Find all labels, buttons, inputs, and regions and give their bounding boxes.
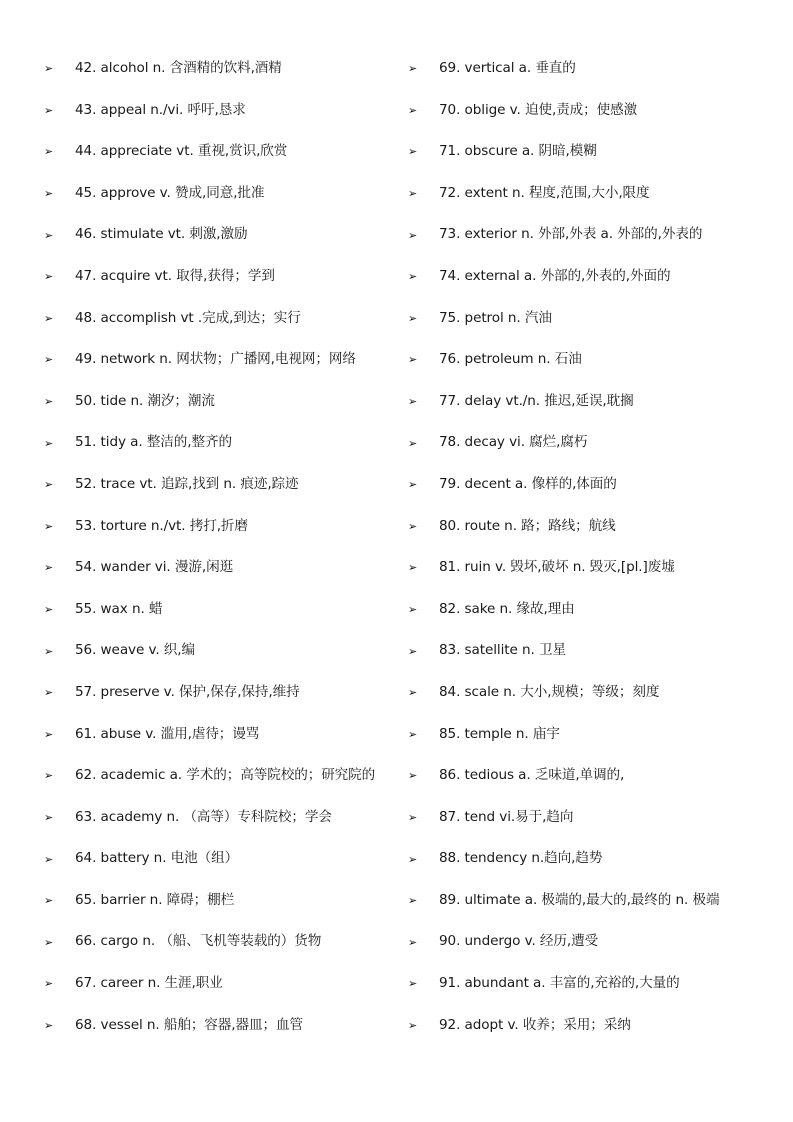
vocabulary-entry (44, 1005, 404, 1047)
vocabulary-entry (44, 630, 404, 672)
arrow-bullet-icon: ➢ (408, 727, 418, 741)
vocabulary-entry-text: 87. tend vi.易于,趋向 (439, 808, 574, 825)
vocabulary-entry-text: 74. external a. 外部的,外表的,外面的 (439, 267, 671, 284)
vocabulary-entry-text: 42. alcohol n. 含酒精的饮料,酒精 (75, 60, 282, 76)
arrow-bullet-icon: ➢ (44, 311, 54, 325)
arrow-bullet-icon: ➢ (44, 353, 54, 367)
vocabulary-entry-text: 86. tedious a. 乏味道,单调的, (439, 767, 625, 784)
vocabulary-entry-text: 43. appeal n./vi. 呼吁,恳求 (75, 101, 246, 118)
arrow-bullet-icon: ➢ (408, 228, 418, 242)
vocabulary-entry-text: 75. petrol n. 汽油 (439, 309, 552, 326)
arrow-bullet-icon: ➢ (408, 187, 418, 201)
arrow-bullet-icon: ➢ (44, 228, 54, 242)
vocabulary-entry (408, 506, 778, 548)
vocabulary-entry-text: 47. acquire vt. 取得,获得；学到 (75, 267, 275, 284)
vocabulary-entry (44, 90, 404, 132)
arrow-bullet-icon: ➢ (44, 852, 54, 866)
arrow-bullet-icon: ➢ (44, 436, 54, 450)
arrow-bullet-icon: ➢ (44, 478, 54, 492)
vocabulary-entry-text: 65. barrier n. 障碍；棚栏 (75, 891, 235, 908)
vocabulary-entry (408, 298, 778, 340)
vocabulary-entry (408, 214, 778, 256)
arrow-bullet-icon: ➢ (408, 686, 418, 700)
arrow-bullet-icon: ➢ (44, 103, 54, 117)
vocabulary-entry (408, 1005, 778, 1047)
arrow-bullet-icon: ➢ (44, 62, 54, 76)
vocabulary-entry-text: 82. sake n. 缘故,理由 (439, 600, 575, 617)
vocabulary-entry (44, 880, 404, 922)
arrow-bullet-icon: ➢ (44, 270, 54, 284)
arrow-bullet-icon: ➢ (44, 894, 54, 908)
vocabulary-entry-text: 72. extent n. 程度,范围,大小,限度 (439, 184, 650, 201)
arrow-bullet-icon: ➢ (44, 935, 54, 949)
vocabulary-entry-text: 52. trace vt. 追踪,找到 n. 痕迹,踪迹 (75, 475, 299, 492)
vocabulary-entry-text: 77. delay vt./n. 推迟,延误,耽搁 (439, 392, 634, 409)
vocabulary-entry-text: 53. torture n./vt. 拷打,折磨 (75, 517, 248, 534)
vocabulary-entry (408, 714, 778, 756)
arrow-bullet-icon: ➢ (44, 769, 54, 783)
arrow-bullet-icon: ➢ (408, 478, 418, 492)
arrow-bullet-icon: ➢ (408, 852, 418, 866)
arrow-bullet-icon: ➢ (408, 103, 418, 117)
vocabulary-entry (408, 672, 778, 714)
arrow-bullet-icon: ➢ (408, 1018, 418, 1032)
vocabulary-entry-text: 62. academic a. 学术的；高等院校的；研究院的 (75, 767, 376, 784)
arrow-bullet-icon: ➢ (408, 561, 418, 575)
vocabulary-entry-text: 48. accomplish vt .完成,到达；实行 (75, 309, 301, 326)
vocabulary-entry (408, 173, 778, 215)
vocabulary-entry (408, 131, 778, 173)
vocabulary-entry-text: 85. temple n. 庙宇 (439, 725, 560, 742)
vocabulary-entry-text: 57. preserve v. 保护,保存,保持,维持 (75, 683, 300, 700)
vocabulary-entry (44, 173, 404, 215)
arrow-bullet-icon: ➢ (408, 644, 418, 658)
vocabulary-entry (408, 630, 778, 672)
arrow-bullet-icon: ➢ (408, 270, 418, 284)
vocabulary-entry (408, 755, 778, 797)
vocabulary-entry (44, 506, 404, 548)
arrow-bullet-icon: ➢ (408, 436, 418, 450)
vocabulary-entry-text: 70. oblige v. 迫使,责成；使感激 (439, 101, 638, 118)
vocabulary-entry-text: 68. vessel n. 船舶；容器,器皿；血管 (75, 1016, 303, 1033)
vocabulary-entry-text: 90. undergo v. 经历,遭受 (439, 933, 599, 950)
vocabulary-entry (44, 547, 404, 589)
arrow-bullet-icon: ➢ (44, 603, 54, 617)
vocabulary-entry (408, 256, 778, 298)
vocabulary-entry (44, 214, 404, 256)
vocabulary-entry (408, 797, 778, 839)
vocabulary-entry (44, 755, 404, 797)
arrow-bullet-icon: ➢ (44, 810, 54, 824)
right-vocabulary-column (408, 48, 778, 1046)
vocabulary-entry-text: 51. tidy a. 整洁的,整齐的 (75, 434, 232, 451)
vocabulary-entry (408, 464, 778, 506)
vocabulary-entry (44, 589, 404, 631)
vocabulary-entry (44, 381, 404, 423)
vocabulary-entry (44, 339, 404, 381)
arrow-bullet-icon: ➢ (44, 686, 54, 700)
arrow-bullet-icon: ➢ (408, 603, 418, 617)
vocabulary-entry (408, 381, 778, 423)
vocabulary-entry (408, 90, 778, 132)
vocabulary-entry-text: 56. weave v. 织,编 (75, 642, 196, 659)
arrow-bullet-icon: ➢ (408, 894, 418, 908)
vocabulary-entry-text: 79. decent a. 像样的,体面的 (439, 475, 617, 492)
vocabulary-entry (408, 963, 778, 1005)
vocabulary-entry (44, 48, 404, 90)
arrow-bullet-icon: ➢ (44, 727, 54, 741)
arrow-bullet-icon: ➢ (44, 1018, 54, 1032)
vocabulary-entry (44, 714, 404, 756)
arrow-bullet-icon: ➢ (44, 644, 54, 658)
arrow-bullet-icon: ➢ (44, 145, 54, 159)
vocabulary-entry-text: 45. approve v. 赞成,同意,批准 (75, 184, 265, 201)
vocabulary-entry-text: 91. abundant a. 丰富的,充裕的,大量的 (439, 975, 680, 992)
left-vocabulary-column (44, 48, 404, 1046)
vocabulary-entry-text: 89. ultimate a. 极端的,最大的,最终的 n. 极端 (439, 891, 720, 908)
vocabulary-entry (408, 880, 778, 922)
arrow-bullet-icon: ➢ (408, 353, 418, 367)
arrow-bullet-icon: ➢ (408, 145, 418, 159)
vocabulary-entry-text: 64. battery n. 电池（组） (75, 850, 239, 867)
vocabulary-entry-text: 66. cargo n. （船、飞机等装载的）货物 (75, 933, 322, 950)
arrow-bullet-icon: ➢ (44, 977, 54, 991)
vocabulary-entry (44, 298, 404, 340)
vocabulary-entry (408, 921, 778, 963)
arrow-bullet-icon: ➢ (408, 769, 418, 783)
vocabulary-entry-text: 73. exterior n. 外部,外表 a. 外部的,外表的 (439, 226, 703, 243)
vocabulary-entry (44, 797, 404, 839)
vocabulary-entry-text: 84. scale n. 大小,规模；等级；刻度 (439, 683, 660, 700)
arrow-bullet-icon: ➢ (44, 519, 54, 533)
vocabulary-entry-text: 69. vertical a. 垂直的 (439, 60, 576, 76)
arrow-bullet-icon: ➢ (408, 977, 418, 991)
vocabulary-entry-text: 76. petroleum n. 石油 (439, 351, 582, 368)
vocabulary-entry-text: 61. abuse v. 滥用,虐待；谩骂 (75, 725, 260, 742)
vocabulary-entry (408, 547, 778, 589)
vocabulary-entry-text: 49. network n. 网状物；广播网,电视网；网络 (75, 351, 356, 368)
arrow-bullet-icon: ➢ (44, 561, 54, 575)
vocabulary-entry-text: 44. appreciate vt. 重视,赏识,欣赏 (75, 143, 288, 160)
vocabulary-entry (408, 838, 778, 880)
vocabulary-entry (44, 838, 404, 880)
vocabulary-entry-text: 54. wander vi. 漫游,闲逛 (75, 559, 234, 576)
vocabulary-entry (44, 131, 404, 173)
vocabulary-entry-text: 67. career n. 生涯,职业 (75, 975, 223, 992)
arrow-bullet-icon: ➢ (44, 395, 54, 409)
vocabulary-entry (408, 589, 778, 631)
vocabulary-entry-text: 71. obscure a. 阴暗,模糊 (439, 143, 597, 160)
vocabulary-entry-text: 80. route n. 路；路线；航线 (439, 517, 616, 534)
vocabulary-entry (44, 256, 404, 298)
vocabulary-entry-text: 88. tendency n.趋向,趋势 (439, 850, 603, 867)
vocabulary-entry (44, 921, 404, 963)
arrow-bullet-icon: ➢ (408, 935, 418, 949)
vocabulary-entry (44, 963, 404, 1005)
vocabulary-entry-text: 83. satellite n. 卫星 (439, 642, 566, 659)
arrow-bullet-icon: ➢ (408, 311, 418, 325)
vocabulary-entry-text: 50. tide n. 潮汐；潮流 (75, 392, 215, 409)
vocabulary-entry-text: 63. academy n. （高等）专科院校；学会 (75, 808, 332, 825)
arrow-bullet-icon: ➢ (408, 519, 418, 533)
vocabulary-entry (44, 422, 404, 464)
arrow-bullet-icon: ➢ (408, 810, 418, 824)
vocabulary-entry-text: 78. decay vi. 腐烂,腐朽 (439, 434, 588, 451)
vocabulary-entry (44, 672, 404, 714)
vocabulary-entry (408, 422, 778, 464)
arrow-bullet-icon: ➢ (44, 187, 54, 201)
vocabulary-entry-text: 55. wax n. 蜡 (75, 600, 163, 617)
vocabulary-entry (408, 48, 778, 90)
vocabulary-entry (408, 339, 778, 381)
arrow-bullet-icon: ➢ (408, 395, 418, 409)
vocabulary-entry (44, 464, 404, 506)
vocabulary-entry-text: 46. stimulate vt. 刺激,激励 (75, 226, 248, 243)
vocabulary-entry-text: 81. ruin v. 毁坏,破坏 n. 毁灭,[pl.]废墟 (439, 559, 675, 576)
arrow-bullet-icon: ➢ (408, 62, 418, 76)
vocabulary-entry-text: 92. adopt v. 收养；采用；采纳 (439, 1016, 631, 1033)
